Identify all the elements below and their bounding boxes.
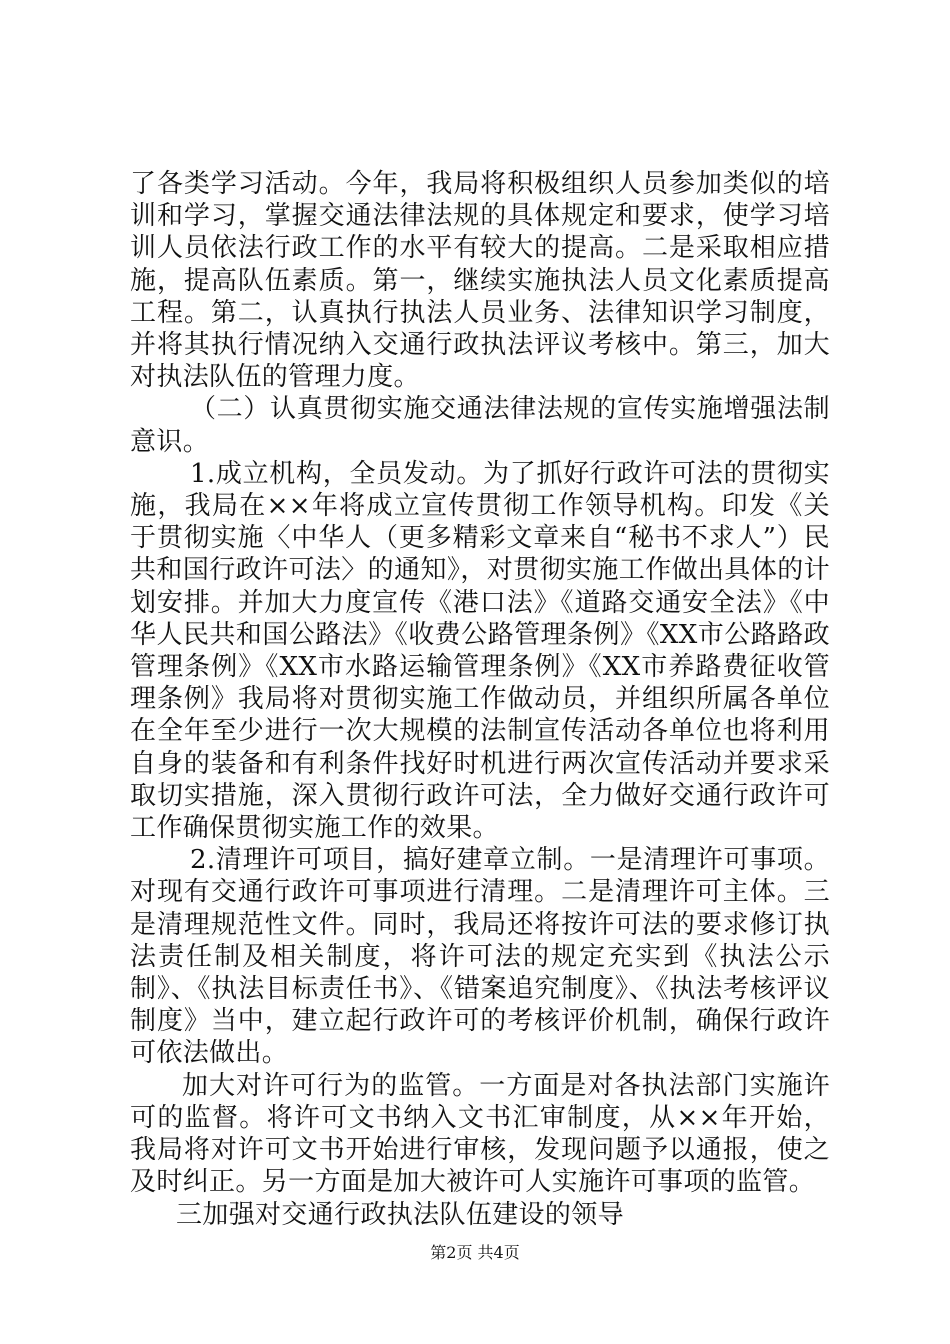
paragraph-supervision: 加大对许可行为的监管。一方面是对各执法部门实施许可的监督。将许可文书纳入文书汇审制度，从××年开始，我局将对许可文书开始进行审核，发现问题予以通报，使之及时纠正。另一方面是加大被许可人实施许可事项的监管。 bbox=[130, 1070, 830, 1198]
page-number-footer: 第2页 共4页 bbox=[430, 1243, 520, 1262]
paragraph-training: 了各类学习活动。今年，我局将积极组织人员参加类似的培训和学习，掌握交通法律法规的具体规定和要求，使学习培训人员依法行政工作的水平有较大的提高。二是采取相应措施，提高队伍素质。第一，继续实施执法人员文化素质提高工程。第二，认真执行执法人员业务、法律知识学习制度，并将其执行情况纳入交通行政执法评议考核中。第三，加大对执法队伍的管理力度。 bbox=[130, 169, 830, 393]
paragraph-section-two-heading: （二）认真贯彻实施交通法律法规的宣传实施增强法制意识。 bbox=[130, 394, 830, 457]
document-body bbox=[130, 168, 830, 1231]
paragraph-item-one: 1.成立机构，全员发动。为了抓好行政许可法的贯彻实施，我局在××年将成立宣传贯彻工作领导机构。印发《关于贯彻实施〈中华人（更多精彩文章来自“秘书不求人”）民共和国行政许可法〉的通知》，对贯彻实施工作做出具体的计划安排。并加大力度宣传《港口法》《道路交通安全法》《中华人民共和国公路法》《收费公路管理条例》《XX市公路路政管理条例》《XX市水路运输管理条例》《XX市养路费征收管理条例》我局将对贯彻实施工作做动员，并组织所属各单位在全年至少进行一次大规模的法制宣传活动各单位也将利用自身的装备和有利条件找好时机进行两次宣传活动并要求采取切实措施，深入贯彻行政许可法，全力做好交通行政许可工作确保贯彻实施工作的效果。 bbox=[130, 458, 830, 844]
paragraph-section-three-heading: 三加强对交通行政执法队伍建设的领导 bbox=[176, 1199, 624, 1230]
paragraph-item-two: 2.清理许可项目，搞好建章立制。一是清理许可事项。对现有交通行政许可事项进行清理。二是清理许可主体。三是清理规范性文件。同时，我局还将按许可法的要求修订执法责任制及相关制度，将许可法的规定充实到《执法公示制》、《执法目标责任书》、《错案追究制度》、《执法考核评议制度》当中，建立起行政许可的考核评价机制，确保行政许可依法做出。 bbox=[130, 845, 830, 1069]
